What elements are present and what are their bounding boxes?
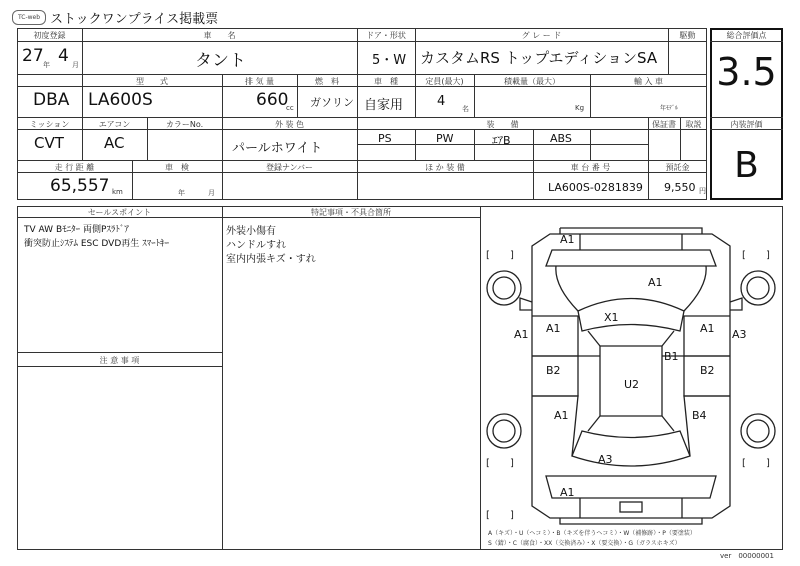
label-equipment: 装 備	[486, 120, 519, 129]
mileage-unit: km	[112, 188, 123, 196]
label-exterior-color: 外 装 色	[274, 120, 305, 129]
label-car-name: 車 名	[203, 31, 236, 40]
mark-windshield: X1	[604, 311, 619, 324]
note-line: 外装小傷有	[226, 226, 276, 237]
svg-text:[: [	[742, 250, 746, 261]
label-usage: 車 種	[374, 77, 398, 86]
svg-text:[: [	[742, 458, 746, 469]
label-fuel: 燃 料	[315, 77, 339, 86]
mark-right-quarter: B4	[692, 409, 707, 422]
note-line: 室内内張キズ・すれ	[226, 254, 316, 265]
mark-left-quarter: A1	[554, 409, 569, 422]
label-caution: 注 意 事 項	[99, 356, 140, 365]
label-price: 預託金	[665, 163, 690, 172]
mark-right-pillar: B1	[664, 350, 679, 363]
import-note: 年ﾓﾃﾞﾙ	[660, 105, 679, 112]
sales-point-line: TV AW Bﾓﾆﾀｰ 両側Pｽﾗﾄﾞｱ	[24, 225, 129, 235]
capacity-value: 4	[437, 94, 446, 109]
equipment-airbag: ｴｱB	[492, 134, 511, 147]
label-grade: グ レ ー ド	[521, 31, 562, 40]
label-first-reg: 初度登録	[33, 31, 66, 40]
interior-score-value: B	[734, 145, 759, 186]
reg-year-unit: 年	[43, 61, 50, 69]
label-drive: 駆動	[679, 31, 696, 40]
version-label: ver 00000001	[720, 552, 774, 560]
label-capacity: 定員(最大)	[425, 77, 464, 86]
equipment-pw: PW	[436, 132, 454, 145]
displacement-value: 660	[256, 90, 289, 110]
svg-text:]: ]	[766, 458, 770, 469]
equipment-abs: ABS	[550, 132, 572, 145]
logo-text: TC-web	[17, 14, 41, 21]
mark-left-fender: A1	[514, 328, 529, 341]
label-overall-score: 総合評価点	[726, 31, 767, 40]
mark-hood: A1	[648, 276, 663, 289]
tc-web-logo	[12, 10, 46, 25]
svg-text:]: ]	[766, 250, 770, 261]
insp-year-unit: 年	[178, 189, 185, 197]
insp-month-unit: 月	[208, 189, 215, 197]
aircon-value: AC	[104, 134, 125, 152]
document-title: ストックワンプライス掲載票	[50, 12, 219, 27]
exterior-color-value: パールホワイト	[232, 141, 323, 156]
mark-right-front-door: A1	[700, 322, 715, 335]
note-line: ハンドルすれ	[226, 240, 286, 251]
svg-text:[: [	[486, 458, 490, 469]
label-door-shape: ドア・形状	[366, 31, 406, 40]
price-value: 9,550	[664, 181, 696, 194]
label-sales-points: セールスポイント	[87, 208, 152, 217]
svg-text:]: ]	[510, 458, 514, 469]
label-plate: 登録ナンバー	[265, 163, 314, 172]
label-import: 輸 入 車	[633, 77, 664, 86]
equipment-ps: PS	[378, 132, 392, 145]
reg-month-unit: 月	[72, 61, 79, 69]
grade-value: カスタムRS トップエディションSA	[420, 49, 658, 67]
mark-rear-bumper: A1	[560, 486, 575, 499]
load-unit: Kg	[575, 104, 585, 112]
fuel-value: ガソリン	[310, 96, 354, 109]
label-other-equipment: ほ か 装 備	[425, 163, 465, 172]
label-notes: 特記事項・不具合箇所	[311, 208, 391, 217]
mileage-value: 65,557	[50, 176, 110, 196]
reg-year: 27	[22, 46, 44, 66]
legend-line: A（キズ）・U（ヘコミ）・B（キズを伴うヘコミ）・W（補修跡）・P（要塗装）	[488, 530, 696, 537]
label-aircon: エアコン	[98, 120, 131, 129]
usage-value: 自家用	[364, 98, 404, 113]
label-color-no: カラーNo.	[165, 120, 204, 129]
mission-value: CVT	[34, 134, 64, 152]
chassis-no-value: LA600S-0281839	[548, 181, 643, 194]
label-model: 型 式	[136, 77, 168, 86]
svg-text:]: ]	[510, 250, 514, 261]
label-interior-score: 内装評価	[730, 120, 763, 129]
reg-month: 4	[58, 46, 69, 66]
price-unit: 円	[699, 187, 706, 195]
door-value: 5・W	[372, 53, 407, 68]
label-warranty: 保証書	[652, 120, 676, 129]
mark-roof: U2	[624, 378, 640, 391]
mark-left-rear-door: B2	[546, 364, 561, 377]
overall-score-value: 3.5	[716, 50, 777, 94]
label-inspection: 車 検	[165, 163, 189, 172]
label-displacement: 排 気 量	[244, 77, 275, 86]
car-name-value: タント	[195, 51, 246, 71]
svg-text:]: ]	[510, 510, 514, 521]
label-chassis-no: 車 台 番 号	[570, 163, 611, 172]
model-code-value: LA600S	[88, 90, 153, 110]
mark-right-fender: A3	[732, 328, 747, 341]
label-mileage: 走 行 距 離	[54, 163, 95, 172]
model-prefix-value: DBA	[33, 90, 70, 110]
mark-front-top: A1	[560, 233, 575, 246]
label-mission: ミッション	[29, 120, 70, 129]
svg-text:[: [	[486, 510, 490, 521]
displacement-unit: cc	[286, 104, 294, 112]
capacity-unit: 名	[462, 105, 469, 113]
svg-text:[: [	[486, 250, 490, 261]
sales-point-line: 衝突防止ｼｽﾃﾑ ESC DVD再生 ｽﾏｰﾄｷｰ	[24, 239, 170, 249]
label-manual: 取説	[685, 120, 702, 129]
label-load: 積載量（最大）	[504, 77, 560, 86]
legend-line: S（錆）・C（腐食）・XX（交換済み）・X（要交換）・G（ガラスホキズ）	[488, 540, 681, 547]
car-damage-diagram	[480, 206, 783, 550]
mark-right-rear-door: B2	[700, 364, 715, 377]
mark-left-front-door: A1	[546, 322, 561, 335]
mark-trunk: A3	[598, 453, 613, 466]
